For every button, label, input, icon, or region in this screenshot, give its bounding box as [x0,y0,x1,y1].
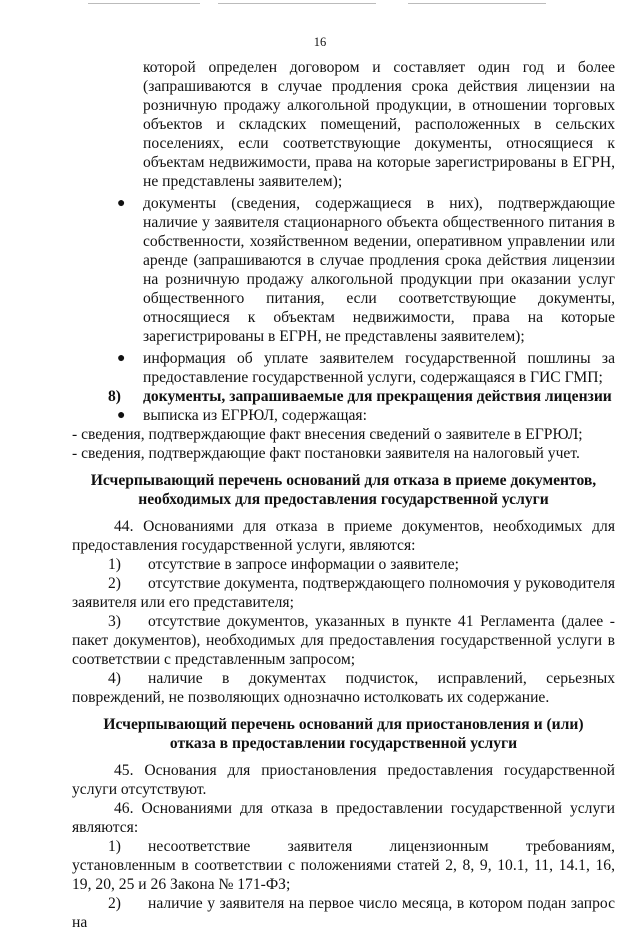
list-item [72,894,615,932]
section-heading: Исчерпывающий перечень оснований для отказа в приеме документов, необходимых для предоставления государственной услуги [90,472,597,508]
bullet-icon: ● [117,408,126,423]
list-item [72,612,615,669]
list-item-text: выписка из ЕГРЮЛ, содержащая: [143,407,367,424]
item-number: 1) [108,556,121,573]
item-text: документы, запрашиваемые для прекращения действия лицензии [143,388,612,405]
item-number: 2) [108,895,121,912]
item-text: наличие у заявителя на первое число месяца, в котором подан запрос на [72,895,615,931]
item-text: отсутствие в запросе информации о заявителе; [148,556,459,573]
list-item [72,669,615,707]
paragraph-45: 45. Основания для приостановления предоставления государственной услуги отсутствуют. [72,762,615,798]
list-44 [72,555,615,707]
item-number: 3) [108,613,121,630]
list-item [72,349,615,387]
item-number: 1) [108,838,121,855]
dash-item: - сведения, подтверждающие факт постановки заявителя на налоговый учет. [72,445,580,462]
dash-item: - сведения, подтверждающие факт внесения сведений о заявителе в ЕГРЮЛ; [72,426,583,443]
paragraph-46: 46. Основаниями для отказа в предоставлении государственной услуги являются: [72,800,615,836]
item-number: 4) [108,670,121,687]
list-item-text: документы (сведения, содержащиеся в них), подтверждающие наличие у заявителя стационарного объекта общественного питания в собственности, хозяйственном ведении, оперативном управлении или аренде (запрашиваются в случае продления срока действия лицензии на розничную продажу алкогольной продукции при оказании услуг общественного питания, если соответствующие документы, относящиеся к объектам недвижимости, права на которые зарегистрированы в ЕГРН, не представлены заявителем); [143,195,615,345]
list-item [72,574,615,612]
bullet-icon: ● [117,196,126,211]
item-text: отсутствие документа, подтверждающего полномочия у руководителя заявителя или его представителя; [72,575,615,611]
bullet-icon: ● [117,351,126,366]
item-number: 8) [108,388,121,405]
section-heading: Исчерпывающий перечень оснований для приостановления и (или) отказа в предоставлении государственной услуги [103,716,584,752]
document-body [72,58,615,932]
list-item [72,555,615,574]
paragraph-44: 44. Основаниями для отказа в приеме документов, необходимых для предоставления государственной услуги, являются: [72,518,615,554]
item-number: 2) [108,575,121,592]
top-border-line [88,3,200,4]
list-item-text: информация об уплате заявителем государственной пошлины за предоставление государственной услуги, содержащаяся в ГИС ГМП; [143,350,615,386]
numbered-heading-8 [72,387,615,406]
top-border-line [218,3,376,4]
top-border-line [408,3,546,4]
continued-paragraph: которой определен договором и составляет один год и более (запрашиваются в случае продления срока действия лицензии на розничную продажу алкогольной продукции, в отношении торговых объектов и складских помещений, расположенных в сельских поселениях, если соответствующие документы, относящиеся к объектам недвижимости, права на которые зарегистрированы в ЕГРН, не представлены заявителем); [143,59,615,190]
item-text: отсутствие документов, указанных в пункте 41 Регламента (далее - пакет документов), необходимых для предоставления государственной услуги в соответствии с представленным запросом; [72,613,615,668]
item-text: несоответствие заявителя лицензионным требованиям, установленным в соответствии с положениями статей 2, 8, 9, 10.1, 11, 14.1, 16, 19, 20, 25 и 26 Закона № 171-ФЗ; [72,838,615,893]
list-46 [72,837,615,932]
list-item [72,837,615,894]
list-item [72,194,615,346]
item-text: наличие в документах подчисток, исправлений, серьезных повреждений, не позволяющих однозначно истолковать их содержание. [72,670,615,706]
page-number: 16 [313,35,327,49]
list-item [72,406,615,425]
